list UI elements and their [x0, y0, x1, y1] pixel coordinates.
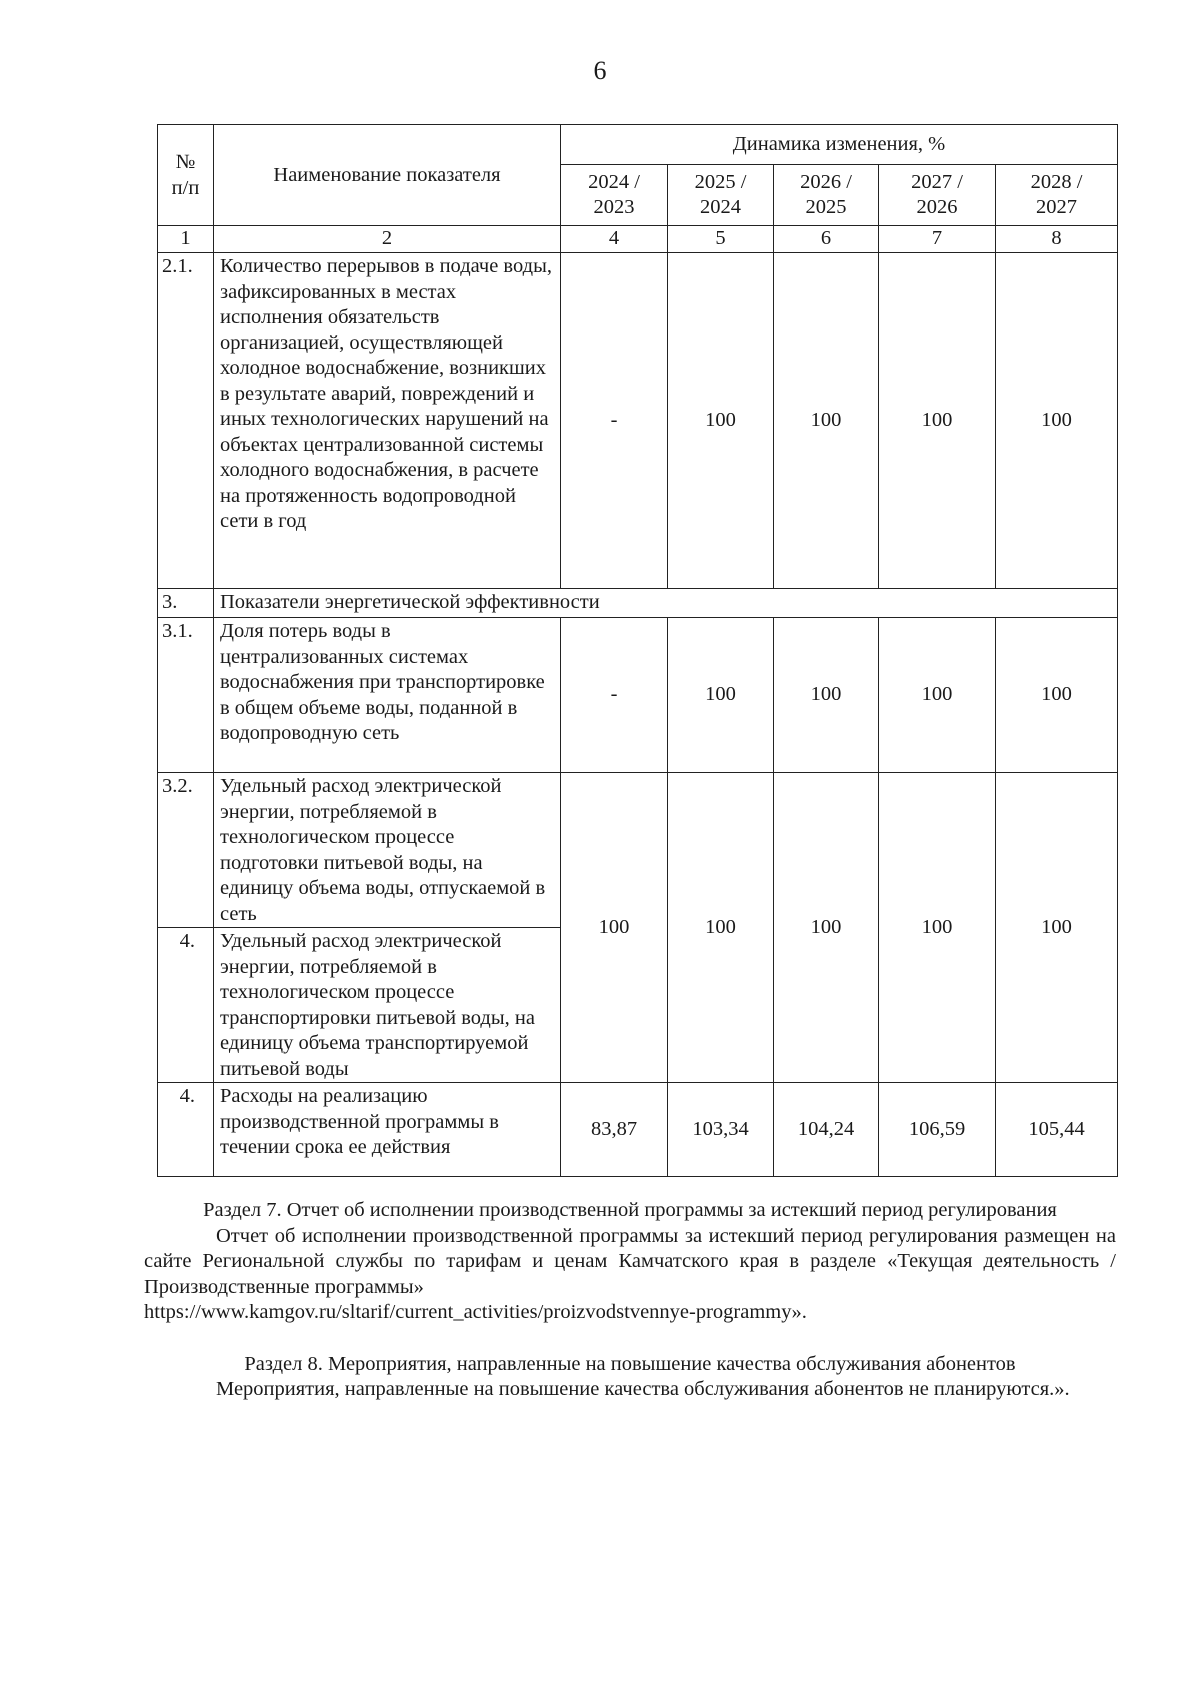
column-number: 2 [214, 226, 561, 253]
header-no [158, 125, 214, 226]
row-value: 103,34 [668, 1083, 774, 1177]
column-number: 7 [879, 226, 996, 253]
header-year: 2026 / 2025 [774, 165, 879, 226]
row-number: 4. [158, 928, 214, 1083]
table-header-row [158, 125, 1118, 165]
row-name: Удельный расход электрической энергии, потребляемой в технологическом процессе подготовки питьевой воды, на единицу объема воды, отпускаемой в сеть [214, 773, 561, 928]
column-number: 5 [668, 226, 774, 253]
section7-text: Отчет об исполнении производственной программы за истекший период регулирования размещен на сайте Региональной службы по тарифам и ценам Камчатского края в разделе «Текущая деятельность / Производственные программы» [144, 1224, 1116, 1298]
document-sections [144, 1198, 1116, 1403]
section8-heading: Раздел 8. Мероприятия, направленные на повышение качества обслуживания абонентов [244, 1352, 1016, 1375]
header-year: 2028 / 2027 [996, 165, 1118, 226]
row-value: 100 [774, 618, 879, 773]
row-value: 100 [996, 253, 1118, 589]
row-value: 105,44 [996, 1083, 1118, 1177]
header-no-symbol: № [175, 151, 196, 173]
merged-value: 100 [668, 773, 774, 1083]
row-value: 100 [668, 618, 774, 773]
section-title: Показатели энергетической эффективности [214, 589, 1118, 618]
header-dynamics: Динамика изменения, % [561, 125, 1118, 165]
table-row [158, 253, 1118, 589]
merged-value: 100 [996, 773, 1118, 1083]
row-number: 2.1. [158, 253, 214, 589]
row-number: 3.2. [158, 773, 214, 928]
row-value: 83,87 [561, 1083, 668, 1177]
section7-url[interactable]: https://www.kamgov.ru/sltarif/current_activities/proizvodstvennye-programmy». [144, 1301, 807, 1323]
row-number: 3. [158, 589, 214, 618]
row-name: Количество перерывов в подаче воды, зафиксированных в местах исполнения обязательств организацией, осуществляющей холодное водоснабжение, возникших в результате аварий, повреждений и иных технологических нарушений на объектах централизованной системы холодного водоснабжения, в расчете на протяженность водопроводной сети в год [214, 253, 561, 589]
header-no-abbr: п/п [171, 177, 200, 199]
section8-text: Мероприятия, направленные на повышение качества обслуживания абонентов не планируются.». [216, 1378, 1070, 1400]
column-number: 4 [561, 226, 668, 253]
table-row [158, 773, 1118, 928]
header-year: 2024 / 2023 [561, 165, 668, 226]
merged-value: 100 [879, 773, 996, 1083]
column-number: 1 [158, 226, 214, 253]
row-number: 3.1. [158, 618, 214, 773]
column-numbers-row [158, 226, 1118, 253]
row-value: 100 [668, 253, 774, 589]
page-number: 6 [593, 56, 607, 85]
row-name: Доля потерь воды в централизованных системах водоснабжения при транспортировке в общем объеме воды, поданной в водопроводную сеть [214, 618, 561, 773]
section7-heading: Раздел 7. Отчет об исполнении производственной программы за истекший период регулирования [203, 1199, 1057, 1221]
table-row [158, 618, 1118, 773]
row-value: 106,59 [879, 1083, 996, 1177]
table-row [158, 1083, 1118, 1177]
row-name: Расходы на реализацию производственной программы в течении срока ее действия [214, 1083, 561, 1177]
column-number: 6 [774, 226, 879, 253]
merged-value: 100 [774, 773, 879, 1083]
row-value: - [561, 253, 668, 589]
row-name: Удельный расход электрической энергии, потребляемой в технологическом процессе транспортировки питьевой воды, на единицу объема транспортируемой питьевой воды [214, 928, 561, 1083]
merged-value: 100 [561, 773, 668, 1083]
header-year: 2027 / 2026 [879, 165, 996, 226]
row-number: 4. [158, 1083, 214, 1177]
row-value: 100 [774, 253, 879, 589]
column-number: 8 [996, 226, 1118, 253]
indicators-table [157, 124, 1118, 1177]
table-section-row [158, 589, 1118, 618]
row-value: 100 [996, 618, 1118, 773]
header-name: Наименование показателя [214, 125, 561, 226]
row-value: - [561, 618, 668, 773]
row-value: 100 [879, 253, 996, 589]
row-value: 100 [879, 618, 996, 773]
header-year: 2025 / 2024 [668, 165, 774, 226]
row-value: 104,24 [774, 1083, 879, 1177]
